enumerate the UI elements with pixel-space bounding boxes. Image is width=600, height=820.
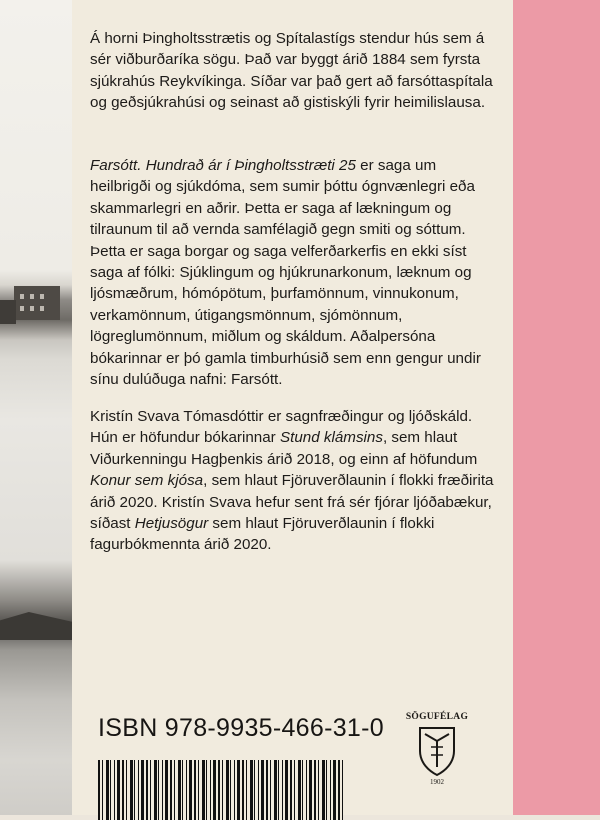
bio-book-hetjusogur: Hetjusögur [134, 515, 209, 533]
isbn-number: ISBN 978-9935-466-31-0 [98, 714, 384, 742]
author-bio [90, 406, 500, 556]
blurb-paragraph-2 [90, 155, 500, 390]
bio-book-stund: Stund klámsins [279, 429, 383, 447]
blurb-text-2 [90, 155, 500, 390]
bio-part-4: sem hlaut Fjöruverðlaunin í flokki fagurbókmennta árið 2020. [90, 515, 435, 554]
pink-spine-band [513, 0, 600, 815]
shield-icon [417, 725, 457, 777]
publisher-name: SÖGUFÉLAG [405, 712, 469, 722]
barcode [98, 760, 343, 820]
photo-shoreline [0, 612, 72, 640]
cover-photo-strip [0, 0, 72, 815]
book-title: Farsótt. Hundrað ár í Þingholtsstræti 25 [90, 157, 356, 174]
blurb-paragraph-1 [90, 28, 500, 114]
photo-house [14, 286, 60, 320]
author-bio-text [90, 406, 500, 556]
blurb-text-1: Á horni Þingholtsstrætis og Spítalastígs stendur hús sem á sér viðburðaríka sögu. Það var byggt árið 1884 sem fyrsta sjúkrahús Reykvíkinga. Síðar var það gert að farsóttaspítala og geðsjúkrahúsi og seinast að gistiskýli fyrir heimilislausa. [90, 30, 493, 112]
blurb-text-2-body: er saga um heilbrigði og sjúkdóma, sem sumir þóttu ógnvænlegri eða skammarlegri en aðrir. Þetta er saga af lækningum og tilraunum til að vernda samfélagið gegn smiti og sóttum. Þetta er saga borgar og saga velferðarkerfis en ekki síst saga af fólki: Sjúklingum og hjúkrunarkonum, læknum og ljósmæðrum, hómópötum, þurfamönnum, vinnukonum, verkamönnum, útigangsmönnum, sjómönnum, lögreglumönnum, miðlum og skáldum. Aðalpersóna bókarinnar er þó gamla timburhúsið sem enn gengur undir sínu dulúðuga nafni: Farsótt. [90, 157, 481, 389]
bio-part-2: , sem hlaut Viðurkenningu Hagþenkis árið 2018, og einn af höfundum [90, 429, 478, 468]
bio-book-konur: Konur sem kjósa [90, 472, 204, 490]
bio-part-3: , sem hlaut Fjöruverðlaunin í flokki fræðirita árið 2020. Kristín Svava hefur sent frá sér fjórar ljóðabækur, síðast [90, 472, 494, 533]
bio-part-1: Kristín Svava Tómasdóttir er sagnfræðingur og ljóðskáld. Hún er höfundur bókarinnar [90, 408, 473, 447]
photo-house-small [0, 300, 16, 324]
publisher-year: 1902 [430, 778, 444, 786]
publisher-logo [404, 712, 470, 810]
